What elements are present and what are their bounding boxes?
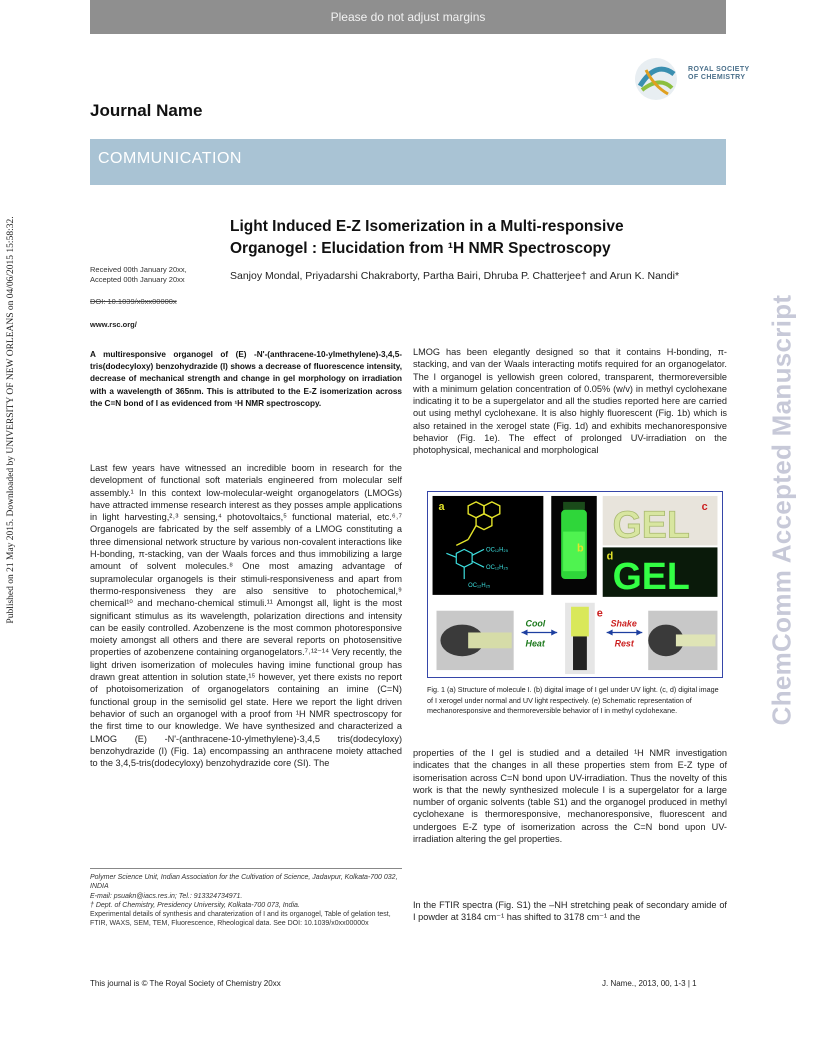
- rsc-logo-text: ROYAL SOCIETY OF CHEMISTRY: [688, 66, 750, 81]
- footnotes: [90, 873, 404, 929]
- fig-sub-label-2: OC₁₂H₂₅: [485, 565, 509, 572]
- figure-1: [427, 491, 723, 678]
- footer-citation: J. Name., 2013, 00, 1-3 | 1: [602, 979, 697, 988]
- article-title: Light Induced E-Z Isomerization in a Multi-responsive Organogel : Elucidation from ¹H NMR Spectroscopy: [230, 218, 624, 257]
- author-list: Sanjoy Mondal, Priyadarshi Chakraborty, Partha Bairi, Dhruba P. Chatterjee† and Arun K. Nandi*: [230, 270, 680, 282]
- footnote-email: E-mail: psuakn@iacs.res.in; Tel.: 913324734971.: [90, 892, 243, 900]
- body-text-right-top: LMOG has been elegantly designed so that it contains H-bonding, π-stacking, and van der Waals interacting motifs required for an organogelator. The I organogel is yellowish green colored, transparent, thermoreversible with a minimum gelation concentration of 0.05% (w/v) in methyl cyclohexane indicating it to be a supergelator and all the studies reported here are carried out using methyl cyclohexane. It is also highly fluorescent (Fig. 1b) which is also retained in the xerogel state (Fig. 1d) and exhibits mechanoresponsive behavior (Fig. 1e). The effect of prolonged UV-irradiation on the photophysical, mechanical and morphological: [413, 347, 727, 456]
- body-text-left: Last few years have witnessed an incredible boom in research for the development of functional soft materials engineered from molecular self assembly.¹ In this context low-molecular-weight organogelators (LMOGs) have attracted immense research interest as they posses ample applications in light harvesting,²˒³ sensing,⁴ photovoltaics,⁵ functional material, etc.⁶˒⁷ Organogels are fabricated by the self assembly of a LMOG constituting a three dimensional network structure by various non-covalent interactions like H-bonding, π-stacking, van der Waals forces and thus immobilizing a large amount of solvent molecules.⁸ One most amazing advantage of supramolecular organogels is their stimuli-responsiveness and apart from thermo-responsiveness they are also sensitive to photochemical,⁹ chemical¹⁰ and mechano-chemical stimuli.¹¹ Amongst all, light is the most significant stimulus as its wavelength, polarization directions and intensity can be easily controlled. Azobenzene is the most common photoresponsive moiety amongst all others and there are several reports on photosensitive properties of azobenzene containing organogelators.⁷˒¹²⁻¹⁴ Very recently, the light driven isomerization of molecules having imine functional group has drawn great attention in solution state,¹⁵ however, yet there exists no report of photoisomerization of organogelators containing an imine (C=N) functional group in the semisolid gel state. Here we report the light driven behavior of such an organogel with a proof from ¹H NMR spectroscopy for the first time to our knowledge. We have synthesized and characterized a LMOG (E) -N'-(anthracene-10-ylmethylene)-3,4,5 tris(dodecyloxy) benzohydrazide (I) (Fig. 1a) encompassing an anthracene moiety attached to the 3,4,5-tris(dodecyloxy) benzohydrazide core (SI). The: [90, 463, 402, 769]
- panel-label-d: d: [606, 550, 614, 563]
- body-text-right-mid: properties of the I gel is studied and a detailed ¹H NMR investigation indicates that the changes in all these properties stem from E-Z type of isomerisation across C=N bond upon UV-irradiation. Thus the novelty of this work is that the newly synthesized molecule I is a supergelator for a large number of organic solvents (table S1) and the organogel produced in methyl cyclohexane is thermoresponsive, mechanoresponsive, fluorescent and undergoes E-Z type of isomerization across the C=N bond upon UV-irradiation altering the gel properties.: [413, 748, 727, 845]
- top-margin-bar: Please do not adjust margins: [90, 0, 726, 34]
- fig-sub-label-3: OC₁₂H₂₅: [468, 582, 491, 589]
- gel-xerogel-normal: GEL: [612, 503, 690, 546]
- cool-label: Cool: [525, 618, 546, 629]
- footnote-divider: [90, 868, 402, 869]
- rsc-website-link[interactable]: www.rsc.org/: [90, 320, 137, 329]
- footnote-affiliation: Polymer Science Unit, Indian Association for the Cultivation of Science, Jadavpur, Kolkata-700 032, INDIA: [90, 874, 398, 891]
- footer-copyright: This journal is © The Royal Society of Chemistry 20xx: [90, 979, 281, 988]
- section-banner: COMMUNICATION: [90, 139, 726, 185]
- shake-label: Shake: [610, 618, 637, 629]
- doi-link[interactable]: DOI: 10.1039/x0xx00000x: [90, 297, 177, 306]
- panel-label-a: a: [438, 500, 445, 513]
- fig-sub-label-1: OC₁₂H₂₅: [485, 547, 509, 554]
- abstract: A multiresponsive organogel of (E) -N'-(anthracene-10-ylmethylene)-3,4,5-tris(dodecyloxy) benzohydrazide (I) shows a decrease of fluorescence intensity, decrease of mechanical strength and change in gel morphology on irradiation with a wavelength of 365nm. This is attributed to the E-Z isomerization across the C=N bond of I as evidenced from ¹H NMR spectroscopy.: [90, 350, 402, 408]
- received-dates: Received 00th January 20xx, Accepted 00th January 20xx: [90, 265, 187, 284]
- gel-xerogel-uv: GEL: [612, 554, 690, 597]
- rest-label: Rest: [614, 638, 634, 649]
- journal-name: Journal Name: [90, 101, 203, 120]
- heat-label: Heat: [525, 638, 545, 649]
- footnote-dept: † Dept. of Chemistry, Presidency University, Kolkata-700 073, India.: [90, 901, 300, 909]
- panel-label-e: e: [596, 607, 603, 620]
- body-text-right-bottom: In the FTIR spectra (Fig. S1) the –NH stretching peak of secondary amide of I powder at 3184 cm⁻¹ has shifted to 3178 cm⁻¹ and the: [413, 900, 727, 923]
- footnote-esi: Experimental details of synthesis and charaterization of I and its organogel, Table of gelation test, FTIR, WAXS, SEM, TEM, Fluorescence, Rheological data. See DOI: 10.1039/x0xx00000x: [90, 911, 391, 928]
- panel-label-c: c: [701, 500, 708, 513]
- panel-label-b: b: [576, 542, 584, 555]
- figure-caption: Fig. 1 (a) Structure of molecule I. (b) digital image of I gel under UV light. (c, d) digital image of I xerogel under normal and UV light respectively. (e) Schematic representation of mechanoresponsive and thermoreversible behavior of I in methyl cyclohexane.: [427, 685, 719, 716]
- accepted-manuscript-watermark: ChemComm Accepted Manuscript: [766, 294, 797, 726]
- side-publication-note: Published on 21 May 2015. Downloaded by UNIVERSITY OF NEW ORLEANS on 04/06/2015 15:58:32.: [6, 216, 16, 624]
